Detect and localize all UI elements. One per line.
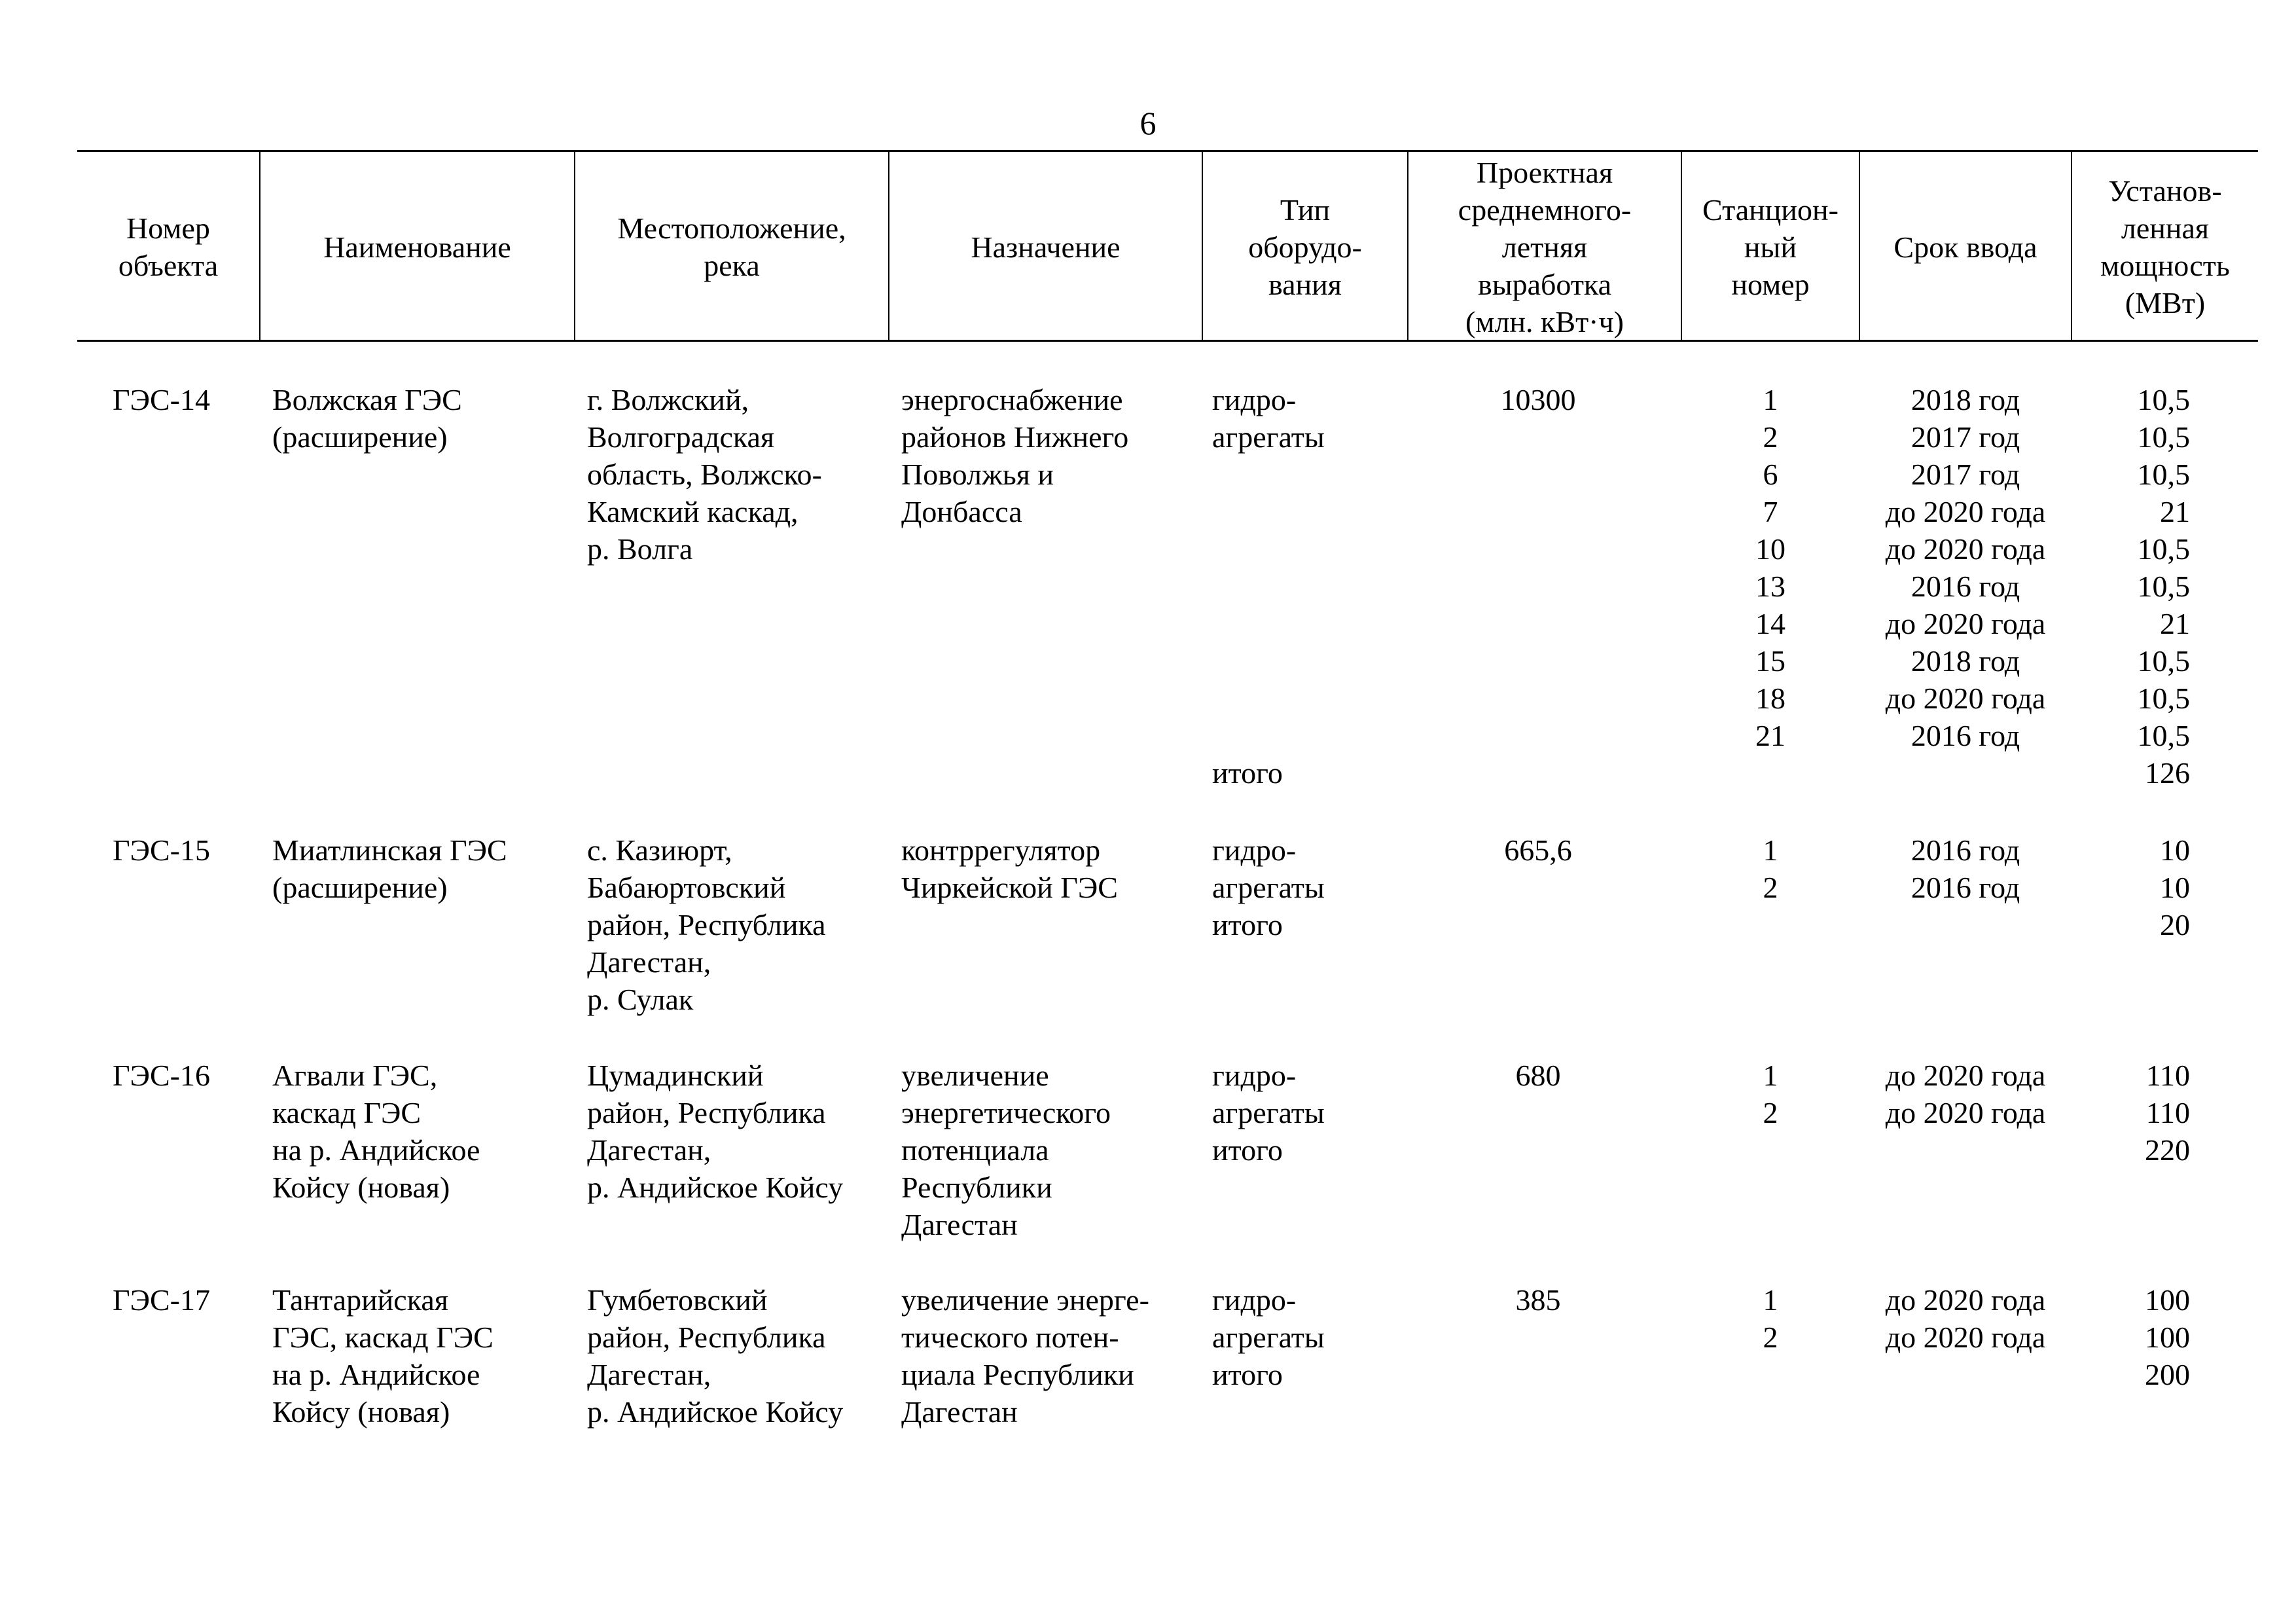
cell-station-numbers: 1 2 xyxy=(1763,1283,1778,1354)
cell-equipment: гидро- агрегаты итого xyxy=(1212,833,1325,941)
header-design-output: Проектная среднемного- летняя выработка (млн. кВт·ч) xyxy=(1458,155,1632,338)
cell-object-number: ГЭС-16 xyxy=(113,1059,210,1092)
cell-capacity: 10 10 20 xyxy=(2160,833,2190,941)
cell-purpose: увеличение энерге- тического потен- циала Республики Дагестан xyxy=(901,1283,1149,1429)
cell-location: Цумадинский район, Республика Дагестан, р. Андийское Койсу xyxy=(587,1059,844,1204)
cell-location: с. Казиюрт, Бабаюртовский район, Республика Дагестан, р. Сулак xyxy=(587,833,826,1016)
cell-output: 665,6 xyxy=(1504,833,1572,867)
cell-object-number: ГЭС-15 xyxy=(113,833,210,867)
cell-equipment: гидро- агрегаты итого xyxy=(1212,383,1325,790)
cell-name: Миатлинская ГЭС (расширение) xyxy=(272,833,507,904)
header-purpose: Назначение xyxy=(971,230,1121,264)
header-object-number: Номер объекта xyxy=(118,211,219,282)
cell-name: Тантарийская ГЭС, каскад ГЭС на р. Андийское Койсу (новая) xyxy=(272,1283,493,1429)
cell-dates: до 2020 года до 2020 года xyxy=(1885,1283,2046,1354)
cell-purpose: энергоснабжение районов Нижнего Поволжья и Донбасса xyxy=(901,383,1129,528)
header-station-number: Станцион- ный номер xyxy=(1702,192,1839,301)
cell-output: 680 xyxy=(1515,1059,1561,1092)
cell-equipment: гидро- агрегаты итого xyxy=(1212,1283,1325,1391)
cell-capacity: 100 100 200 xyxy=(2145,1283,2190,1391)
cell-output: 10300 xyxy=(1500,383,1576,416)
page-number: 6 xyxy=(1139,105,1157,141)
header-commission-date: Срок ввода xyxy=(1893,230,2037,264)
cell-capacity: 10,5 10,5 10,5 21 10,5 10,5 21 10,5 10,5 10,5 126 xyxy=(2137,383,2190,790)
cell-object-number: ГЭС-14 xyxy=(113,383,210,416)
cell-capacity: 110 110 220 xyxy=(2145,1059,2190,1167)
cell-dates: 2016 год 2016 год xyxy=(1910,833,2020,904)
cell-purpose: увеличение энергетического потенциала Республики Дагестан xyxy=(901,1059,1111,1241)
cell-dates: 2018 год 2017 год 2017 год до 2020 года до 2020 года 2016 год до 2020 года 2018 год до 2020 года 2016 год xyxy=(1885,383,2046,752)
cell-output: 385 xyxy=(1515,1283,1561,1317)
header-location: Местоположение, река xyxy=(617,211,846,282)
cell-name: Агвали ГЭС, каскад ГЭС на р. Андийское Койсу (новая) xyxy=(272,1059,480,1204)
cell-purpose: контррегулятор Чиркейской ГЭС xyxy=(901,833,1118,904)
cell-equipment: гидро- агрегаты итого xyxy=(1212,1059,1325,1167)
cell-dates: до 2020 года до 2020 года xyxy=(1885,1059,2046,1129)
cell-location: Гумбетовский район, Республика Дагестан, р. Андийское Койсу xyxy=(587,1283,844,1429)
header-name: Наименование xyxy=(323,230,511,264)
cell-station-numbers: 1 2 xyxy=(1763,833,1778,904)
header-equipment-type: Тип оборудо- вания xyxy=(1248,192,1362,301)
header-installed-capacity: Установ- ленная мощность (МВт) xyxy=(2100,174,2230,319)
cell-station-numbers: 1 2 6 7 10 13 14 15 18 21 xyxy=(1755,383,1785,752)
cell-station-numbers: 1 2 xyxy=(1763,1059,1778,1129)
cell-object-number: ГЭС-17 xyxy=(113,1283,210,1317)
cell-location: г. Волжский, Волгоградская область, Волжско- Камский каскад, р. Волга xyxy=(587,383,822,566)
cell-name: Волжская ГЭС (расширение) xyxy=(272,383,462,454)
